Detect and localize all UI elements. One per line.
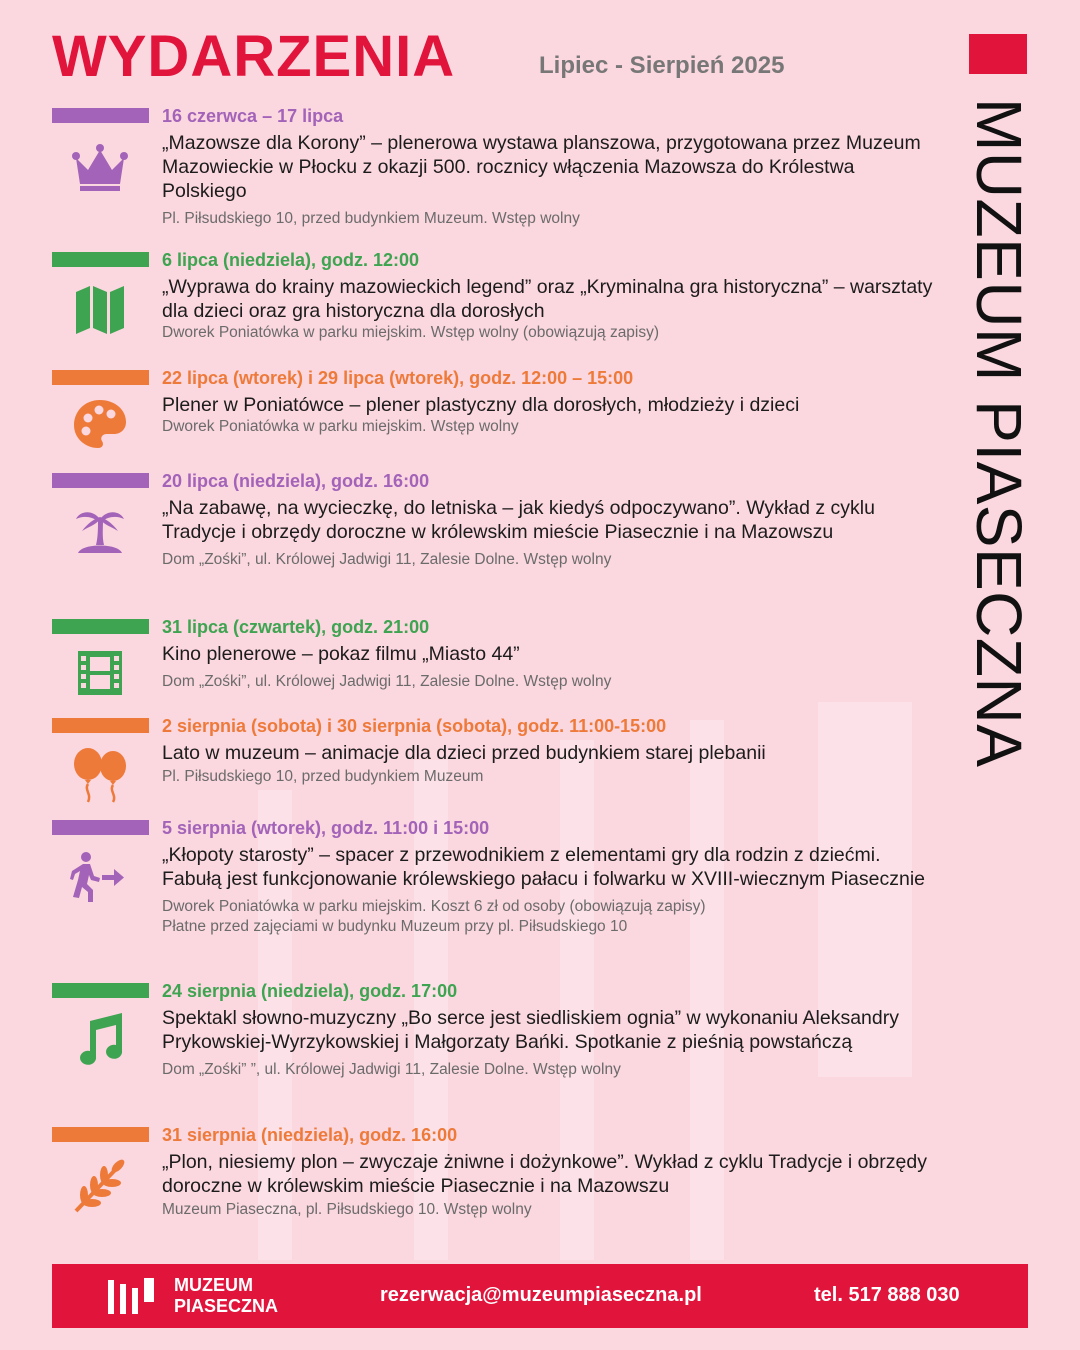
- event-location: Pl. Piłsudskiego 10, przed budynkiem Muzeum. Wstęp wolny: [162, 210, 580, 227]
- footer: [52, 1264, 1028, 1328]
- event-location: Dworek Poniatówka w parku miejskim. Wstęp wolny (obowiązują zapisy): [162, 324, 660, 341]
- event-description: Lato w muzeum – animacje dla dzieci przed budynkiem starej plebanii: [162, 742, 766, 764]
- event-content: [162, 105, 942, 229]
- event-color-bar: [52, 252, 149, 267]
- film-icon: [70, 643, 130, 703]
- event-date: 5 sierpnia (wtorek), godz. 11:00 i 15:00: [162, 818, 490, 838]
- event-location: Dom „Zośki”, ul. Królowej Jadwigi 11, Zalesie Dolne. Wstęp wolny: [162, 551, 612, 568]
- event-color-bar: [52, 718, 149, 733]
- event-description: „Plon, niesiemy plon – zwyczaje żniwne i dożynkowe”. Wykład z cyklu Tradycje i obrzędy doroczne w królewskim mieście Piasecznie i na Mazowszu: [162, 1151, 927, 1197]
- brand-square: [969, 34, 1027, 74]
- event-location: Muzeum Piaseczna, pl. Piłsudskiego 10. Wstęp wolny: [162, 1201, 532, 1218]
- event-content: [162, 367, 942, 437]
- event-content: [162, 249, 942, 343]
- event-color-bar: [52, 370, 149, 385]
- event-location-note: Płatne przed zajęciami w budynku Muzeum przy pl. Piłsudskiego 10: [162, 918, 628, 935]
- event-date: 20 lipca (niedziela), godz. 16:00: [162, 471, 430, 491]
- footer-name-line1: MUZEUM: [174, 1275, 253, 1295]
- event-description: „Na zabawę, na wycieczkę, do letniska – jak kiedyś odpoczywano”. Wykład z cyklu Tradycje i obrzędy doroczne w królewskim mieście Piasecznie i na Mazowszu: [162, 497, 875, 543]
- walking-arrow-icon: [70, 846, 130, 906]
- event-description: „Mazowsze dla Korony” – plenerowa wystawa planszowa, przygotowana przez Muzeum Mazowieckie w Płocku z okazji 500. rocznicy włączenia Mazowsza do Królestwa Polskiego: [162, 132, 921, 202]
- crown-icon: [70, 138, 130, 198]
- event-content: [162, 980, 942, 1080]
- event-color-bar: [52, 108, 149, 123]
- event-content: [162, 1124, 942, 1220]
- event-content: [162, 470, 942, 570]
- page-subtitle: Lipiec - Sierpień 2025: [539, 52, 785, 79]
- music-note-icon: [70, 1009, 130, 1069]
- event-date: 22 lipca (wtorek) i 29 lipca (wtorek), godz. 12:00 – 15:00: [162, 368, 634, 388]
- event-date: 2 sierpnia (sobota) i 30 sierpnia (sobota), godz. 11:00-15:00: [162, 716, 667, 736]
- museum-logo-icon: [106, 1276, 158, 1316]
- wheat-icon: [70, 1155, 130, 1215]
- balloons-icon: [70, 744, 130, 804]
- palm-island-icon: [70, 499, 130, 559]
- event-content: [162, 817, 942, 937]
- event-location: Dworek Poniatówka w parku miejskim. Koszt 6 zł od osoby (obowiązują zapisy): [162, 898, 706, 915]
- event-date: 31 lipca (czwartek), godz. 21:00: [162, 617, 430, 637]
- event-description: „Wyprawa do krainy mazowieckich legend” oraz „Kryminalna gra historyczna” – warsztaty dla dzieci oraz gra historyczna dla dorosłych: [162, 276, 933, 322]
- event-color-bar: [52, 820, 149, 835]
- palette-icon: [70, 394, 130, 454]
- footer-email-link[interactable]: rezerwacja@muzeumpiaseczna.pl: [380, 1284, 702, 1306]
- event-content: [162, 715, 942, 787]
- event-color-bar: [52, 619, 149, 634]
- event-location: Dom „Zośki” ”, ul. Królowej Jadwigi 11, Zalesie Dolne. Wstęp wolny: [162, 1061, 621, 1078]
- event-location: Dom „Zośki”, ul. Królowej Jadwigi 11, Zalesie Dolne. Wstęp wolny: [162, 673, 612, 690]
- event-description: Kino plenerowe – pokaz filmu „Miasto 44”: [162, 643, 520, 665]
- footer-name-line2: PIASECZNA: [174, 1296, 279, 1316]
- event-date: 31 sierpnia (niedziela), godz. 16:00: [162, 1125, 458, 1145]
- side-title: MUZEUM PIASECZNA: [963, 98, 1035, 768]
- event-location: Dworek Poniatówka w parku miejskim. Wstęp wolny: [162, 418, 519, 435]
- page-title: WYDARZENIA: [52, 24, 456, 89]
- event-color-bar: [52, 983, 149, 998]
- event-color-bar: [52, 1127, 149, 1142]
- event-date: 6 lipca (niedziela), godz. 12:00: [162, 250, 420, 270]
- footer-museum-name: [174, 1275, 278, 1317]
- footer-phone[interactable]: tel. 517 888 030: [814, 1284, 960, 1306]
- event-color-bar: [52, 473, 149, 488]
- event-description: „Kłopoty starosty” – spacer z przewodnikiem z elementami gry dla rodzin z dziećmi. Fabułą jest funkcjonowanie królewskiego pałacu i folwarku w XVIII-wiecznym Piasecznie: [162, 844, 926, 890]
- event-date: 24 sierpnia (niedziela), godz. 17:00: [162, 981, 458, 1001]
- map-icon: [70, 278, 130, 338]
- event-description: Plener w Poniatówce – plener plastyczny dla dorosłych, młodzieży i dzieci: [162, 394, 800, 416]
- event-description: Spektakl słowno-muzyczny „Bo serce jest siedliskiem ognia” w wykonaniu Aleksandry Prykowskiej-Wyrzykowskiej i Małgorzaty Bańki. Spotkanie z pieśnią powstańczą: [162, 1007, 899, 1053]
- event-content: [162, 616, 942, 692]
- event-date: 16 czerwca – 17 lipca: [162, 106, 344, 126]
- event-location: Pl. Piłsudskiego 10, przed budynkiem Muzeum: [162, 768, 484, 785]
